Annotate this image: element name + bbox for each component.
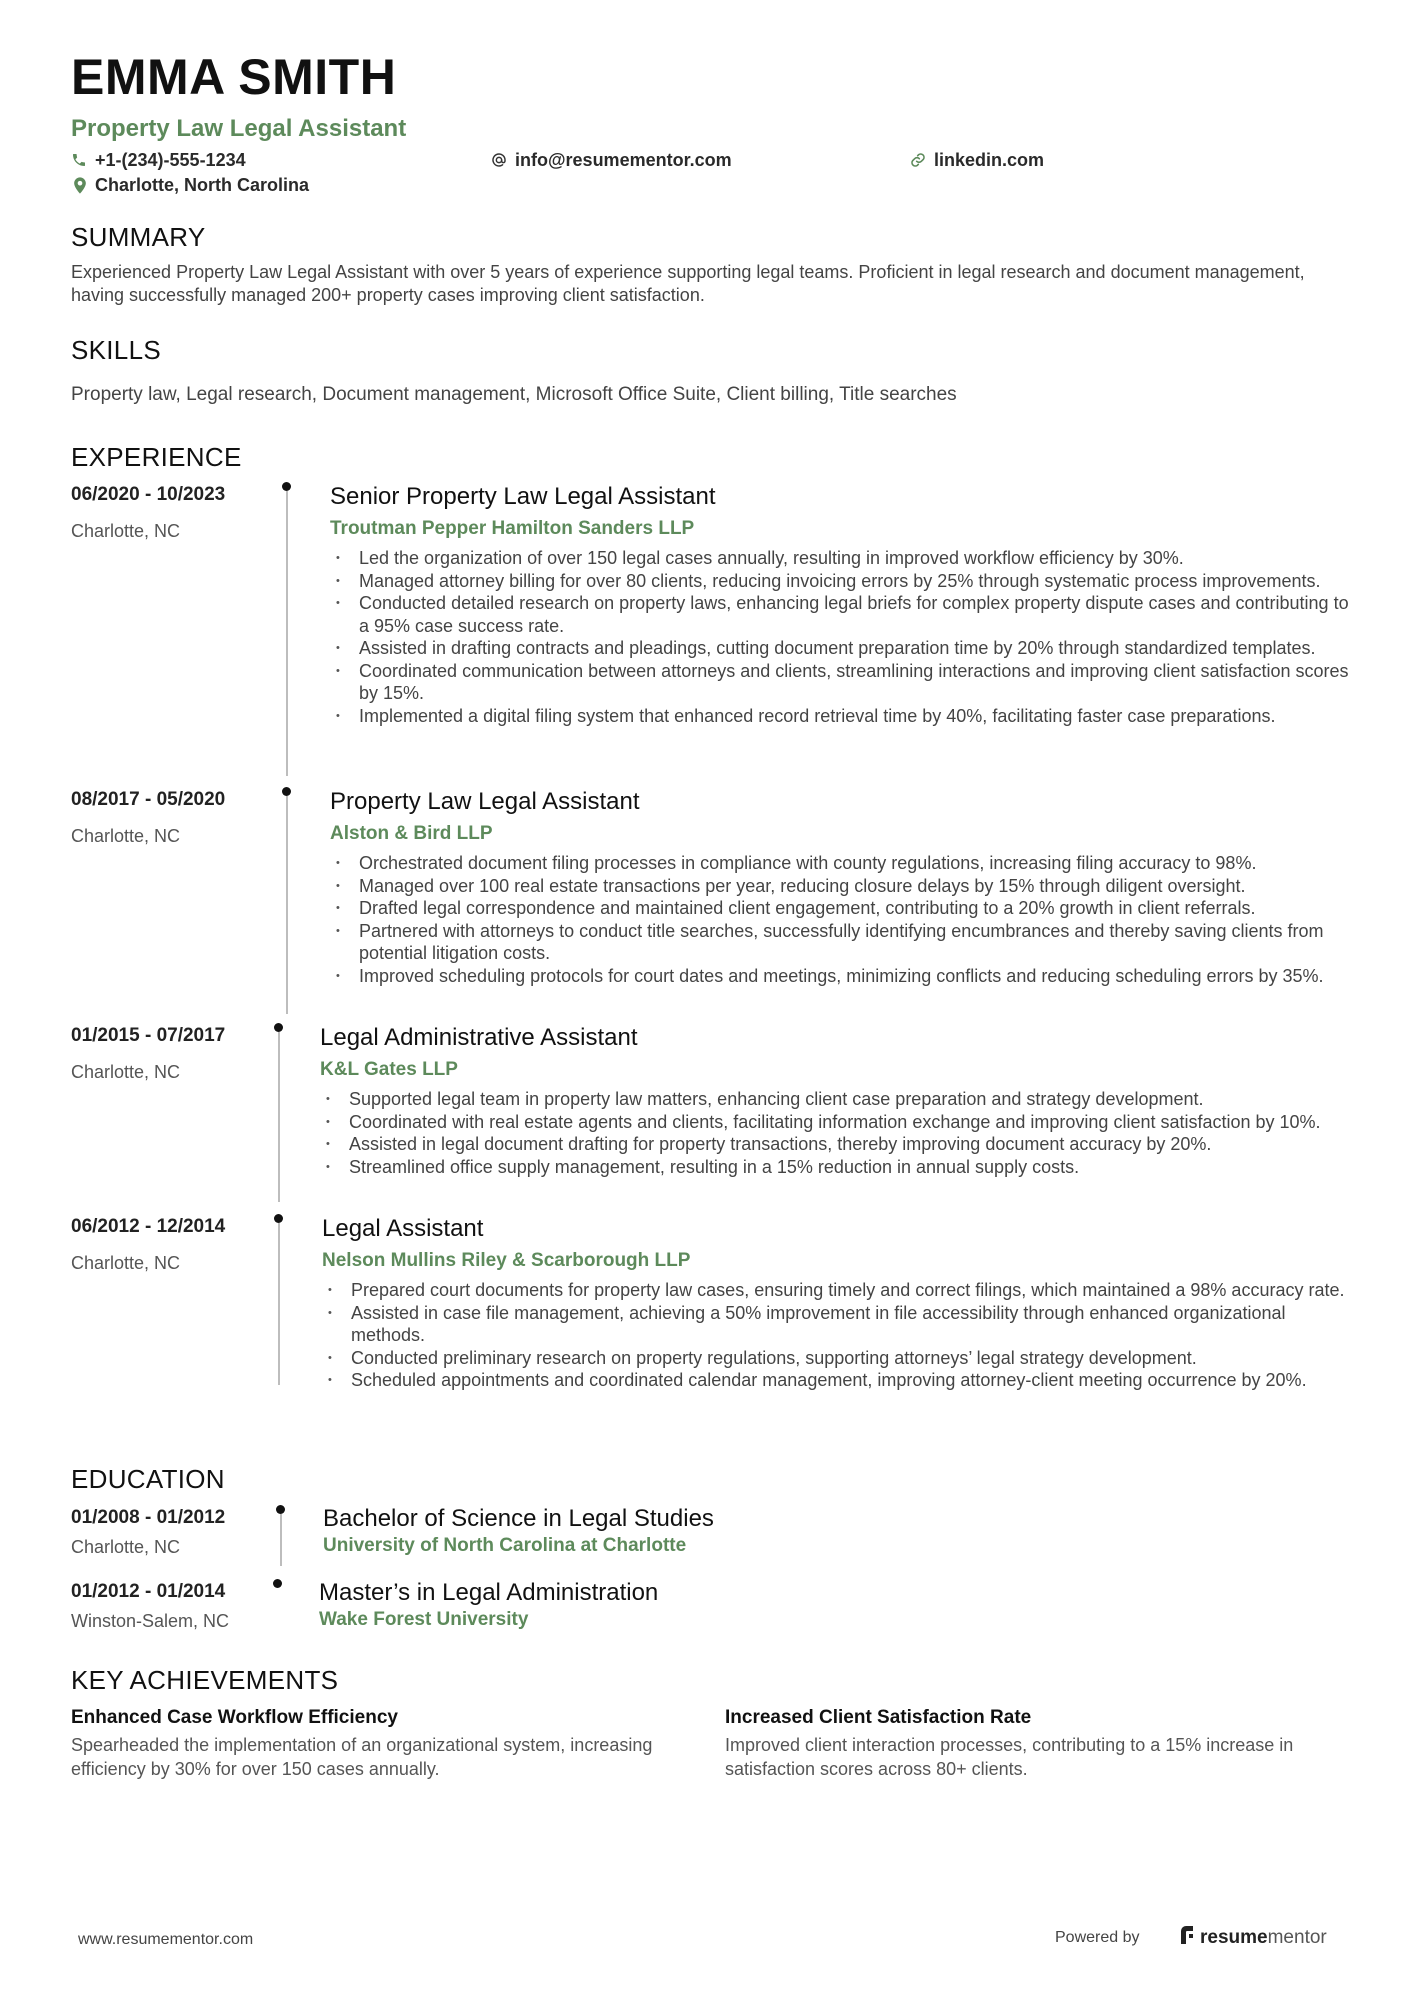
contact-linkedin[interactable] bbox=[910, 151, 1044, 169]
edu-school: Wake Forest University bbox=[319, 1609, 529, 1630]
job-bullet: • Supported legal team in property law matters, enhancing client case preparation and strategy development. bbox=[320, 1088, 1350, 1111]
job-bullet: • Led the organization of over 150 legal cases annually, resulting in improved workflow efficiency by 30%. bbox=[330, 547, 1360, 570]
footer-website[interactable]: www.resumementor.com bbox=[78, 1931, 254, 1948]
job-dates: 08/2017 - 05/2020 bbox=[71, 789, 226, 810]
job-bullets bbox=[330, 852, 1360, 987]
timeline-dot bbox=[282, 482, 291, 491]
job-company: Troutman Pepper Hamilton Sanders LLP bbox=[330, 518, 695, 539]
resumementor-logo-icon bbox=[1180, 1925, 1194, 1951]
phone-text: +1-(234)-555-1234 bbox=[95, 150, 246, 170]
timeline-dot bbox=[274, 1023, 283, 1032]
achievements-heading: KEY ACHIEVEMENTS bbox=[71, 1665, 339, 1695]
job-title: Legal Assistant bbox=[322, 1215, 484, 1242]
phone-icon bbox=[71, 152, 87, 168]
achievement-text: Improved client interaction processes, contributing to a 15% increase in satisfaction scores across 80+ clients. bbox=[725, 1735, 1294, 1779]
job-bullet: • Streamlined office supply management, resulting in a 15% reduction in annual supply costs. bbox=[320, 1156, 1350, 1179]
summary-heading: SUMMARY bbox=[71, 222, 206, 252]
edu-location: Charlotte, NC bbox=[71, 1537, 181, 1557]
job-bullet: • Orchestrated document filing processes in compliance with county regulations, increasing filing accuracy to 98%. bbox=[330, 852, 1360, 875]
achievement-text: Spearheaded the implementation of an organizational system, increasing efficiency by 30% for over 150 cases annually. bbox=[71, 1735, 653, 1779]
skills-text: Property law, Legal research, Document management, Microsoft Office Suite, Client billing, Title searches bbox=[71, 384, 957, 405]
job-bullet: • Managed over 100 real estate transactions per year, reducing closure delays by 15% through diligent oversight. bbox=[330, 875, 1360, 898]
job-dates: 06/2012 - 12/2014 bbox=[71, 1216, 226, 1237]
job-location: Charlotte, NC bbox=[71, 521, 181, 541]
job-bullet: • Improved scheduling protocols for court dates and meetings, minimizing conflicts and reducing scheduling errors by 35%. bbox=[330, 965, 1360, 988]
edu-dates: 01/2012 - 01/2014 bbox=[71, 1581, 226, 1602]
job-title: Senior Property Law Legal Assistant bbox=[330, 483, 716, 510]
contact-email[interactable] bbox=[491, 151, 732, 169]
achievement-title: Enhanced Case Workflow Efficiency bbox=[71, 1707, 398, 1728]
edu-school: University of North Carolina at Charlotte bbox=[323, 1535, 687, 1556]
location-pin-icon bbox=[73, 177, 87, 194]
job-bullets bbox=[322, 1279, 1352, 1392]
timeline-line bbox=[278, 1032, 280, 1202]
achievement-title: Increased Client Satisfaction Rate bbox=[725, 1707, 1032, 1728]
job-company: K&L Gates LLP bbox=[320, 1059, 458, 1080]
timeline-line bbox=[278, 1223, 280, 1385]
link-icon bbox=[910, 152, 926, 168]
candidate-title: Property Law Legal Assistant bbox=[71, 115, 407, 142]
job-location: Charlotte, NC bbox=[71, 826, 181, 846]
job-location: Charlotte, NC bbox=[71, 1062, 181, 1082]
timeline-line bbox=[286, 491, 288, 776]
job-bullet: • Scheduled appointments and coordinated calendar management, improving attorney-client meeting occurrence by 20%. bbox=[322, 1369, 1352, 1392]
experience-heading: EXPERIENCE bbox=[71, 442, 242, 472]
contact-location bbox=[73, 176, 309, 194]
timeline-line bbox=[286, 796, 288, 1014]
job-bullet: • Assisted in legal document drafting for property transactions, thereby improving document accuracy by 20%. bbox=[320, 1133, 1350, 1156]
job-company: Alston & Bird LLP bbox=[330, 823, 493, 844]
brand-logo[interactable] bbox=[1180, 1925, 1327, 1951]
job-bullets bbox=[330, 547, 1360, 727]
edu-degree: Bachelor of Science in Legal Studies bbox=[323, 1505, 714, 1532]
edu-location: Winston-Salem, NC bbox=[71, 1611, 230, 1631]
contact-phone bbox=[71, 151, 246, 169]
job-bullet: • Conducted detailed research on property laws, enhancing legal briefs for complex property dispute cases and contributing to a 95% case success rate. bbox=[330, 592, 1360, 637]
job-bullet: • Partnered with attorneys to conduct title searches, successfully identifying encumbrances and thereby saving clients from potential litigation costs. bbox=[330, 920, 1360, 965]
job-company: Nelson Mullins Riley & Scarborough LLP bbox=[322, 1250, 691, 1271]
timeline-dot bbox=[276, 1505, 285, 1514]
job-title: Property Law Legal Assistant bbox=[330, 788, 640, 815]
job-bullet: • Implemented a digital filing system that enhanced record retrieval time by 40%, facilitating faster case preparations. bbox=[330, 705, 1360, 728]
brand-name-light: mentor bbox=[1267, 1927, 1327, 1948]
powered-by-label: Powered by bbox=[1055, 1929, 1140, 1946]
job-bullet: • Assisted in case file management, achieving a 50% improvement in file accessibility through enhanced organizational methods. bbox=[322, 1302, 1352, 1347]
education-heading: EDUCATION bbox=[71, 1464, 225, 1494]
job-bullet: • Managed attorney billing for over 80 clients, reducing invoicing errors by 25% through systematic process improvements. bbox=[330, 570, 1360, 593]
job-bullet: • Coordinated with real estate agents and clients, facilitating information exchange and improving client satisfaction by 10%. bbox=[320, 1111, 1350, 1134]
edu-dates: 01/2008 - 01/2012 bbox=[71, 1507, 226, 1528]
job-bullet: • Conducted preliminary research on property regulations, supporting attorneys’ legal strategy development. bbox=[322, 1347, 1352, 1370]
job-bullet: • Prepared court documents for property law cases, ensuring timely and correct filings, which maintained a 98% accuracy rate. bbox=[322, 1279, 1352, 1302]
job-bullet: • Assisted in drafting contracts and pleadings, cutting document preparation time by 20% through standardized templates. bbox=[330, 637, 1360, 660]
summary-text: Experienced Property Law Legal Assistant with over 5 years of experience supporting legal teams. Proficient in legal research and document management, having successfully managed 200+ property cases improving client satisfaction. bbox=[71, 262, 1305, 305]
job-bullet: • Coordinated communication between attorneys and clients, streamlining interactions and improving client satisfaction scores by 15%. bbox=[330, 660, 1360, 705]
job-dates: 01/2015 - 07/2017 bbox=[71, 1025, 226, 1046]
linkedin-text[interactable]: linkedin.com bbox=[934, 150, 1045, 170]
location-text: Charlotte, North Carolina bbox=[95, 175, 310, 195]
timeline-line bbox=[280, 1514, 282, 1566]
job-location: Charlotte, NC bbox=[71, 1253, 181, 1273]
job-dates: 06/2020 - 10/2023 bbox=[71, 484, 226, 505]
at-icon bbox=[491, 152, 507, 168]
candidate-name: EMMA SMITH bbox=[71, 49, 397, 105]
job-title: Legal Administrative Assistant bbox=[320, 1024, 638, 1051]
brand-name-bold: resume bbox=[1200, 1927, 1268, 1948]
timeline-dot bbox=[282, 787, 291, 796]
timeline-dot bbox=[273, 1579, 282, 1588]
job-bullet: • Drafted legal correspondence and maintained client engagement, contributing to a 20% growth in client referrals. bbox=[330, 897, 1360, 920]
job-bullets bbox=[320, 1088, 1350, 1178]
email-text[interactable]: info@resumementor.com bbox=[515, 150, 732, 170]
edu-degree: Master’s in Legal Administration bbox=[319, 1579, 659, 1606]
timeline-dot bbox=[274, 1214, 283, 1223]
skills-heading: SKILLS bbox=[71, 335, 161, 365]
